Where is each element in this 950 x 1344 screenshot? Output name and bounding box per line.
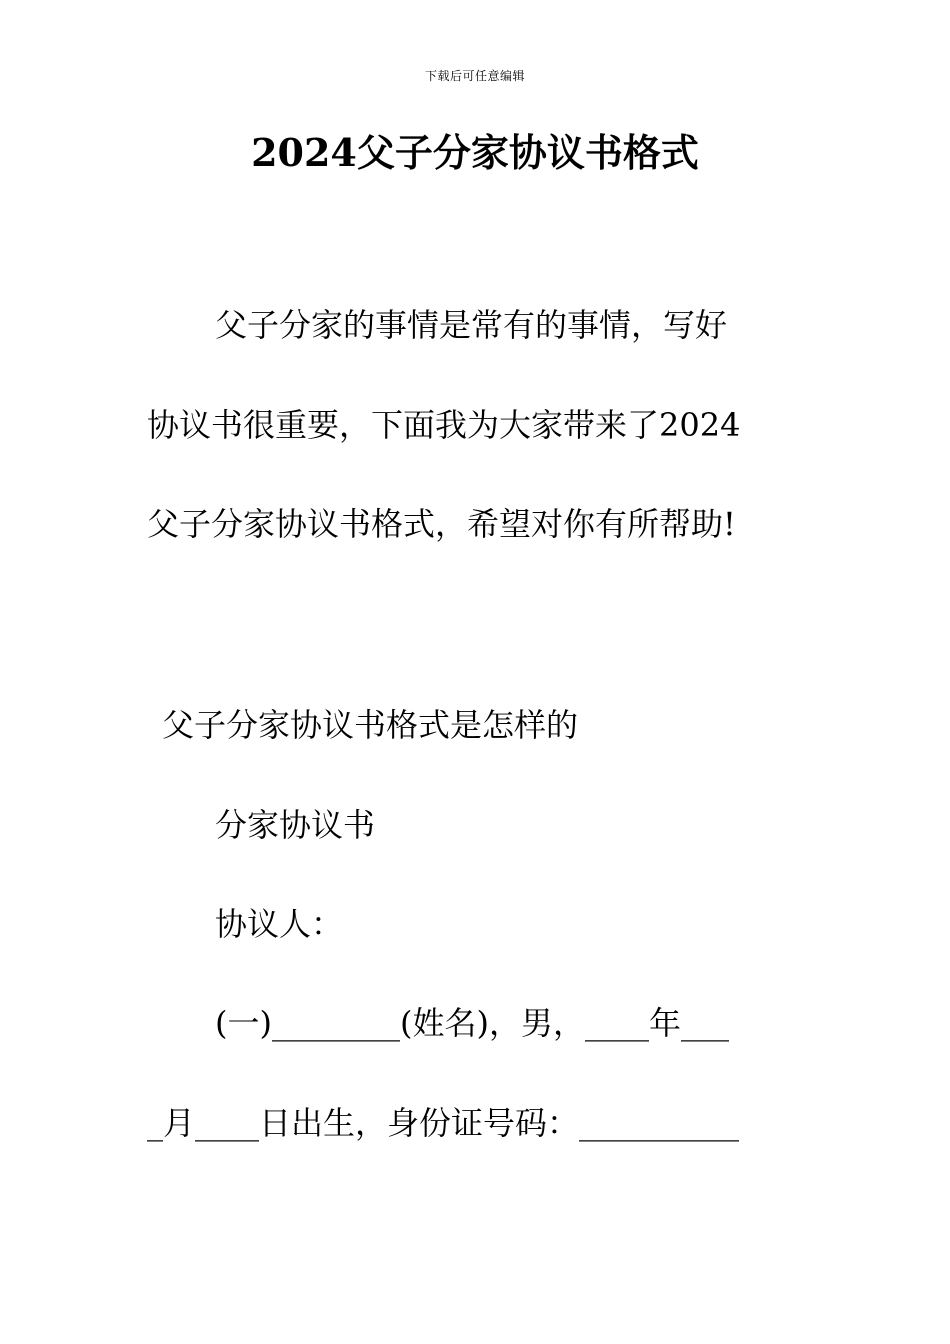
intro-line-2: 协议书很重要，下面我为大家带来了2024 bbox=[147, 406, 741, 444]
parties-label: 协议人： bbox=[215, 905, 344, 943]
header-note: 下载后可任意编辑 bbox=[424, 69, 525, 83]
party-one-line-2: _月____日出生，身份证号码：__________ bbox=[147, 1104, 740, 1142]
agreement-heading: 分家协议书 bbox=[215, 806, 376, 844]
intro-line-3: 父子分家协议书格式，希望对你有所帮助! bbox=[147, 505, 736, 543]
section-heading: 父子分家协议书格式是怎样的 bbox=[162, 706, 579, 744]
document-title: 2024父子分家协议书格式 bbox=[251, 130, 699, 175]
party-one-line-1: (一)________(姓名)，男，____年___ bbox=[215, 1004, 729, 1042]
intro-line-1: 父子分家的事情是常有的事情，写好 bbox=[215, 306, 728, 344]
